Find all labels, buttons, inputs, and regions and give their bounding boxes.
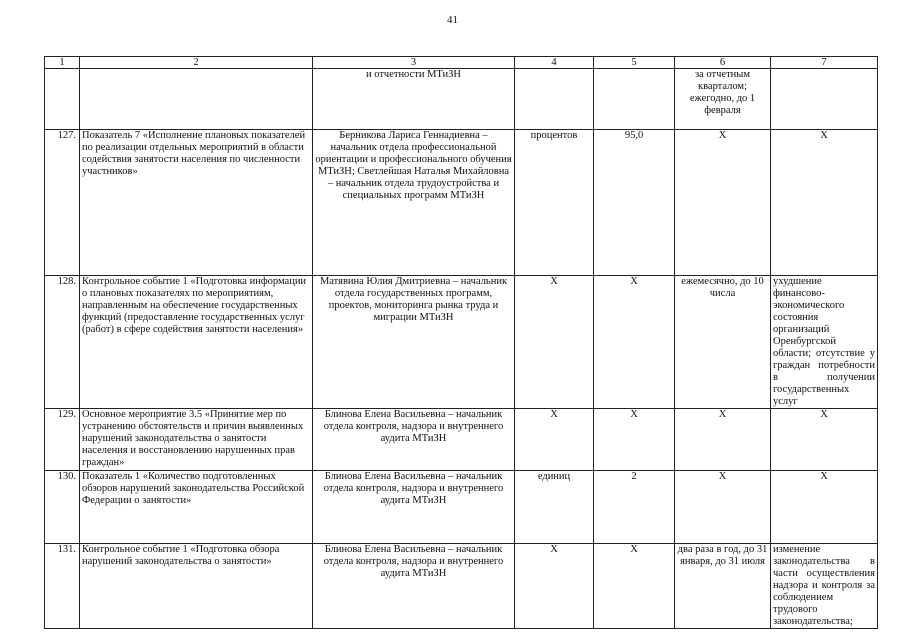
responsible-person: Блинова Елена Васильевна – начальник отдела контроля, надзора и внутреннего аудита МТиЗН <box>313 409 515 471</box>
deadline: X <box>675 471 771 544</box>
column-number: 4 <box>515 57 594 69</box>
row-number: 129. <box>45 409 80 471</box>
risk-description: изменение законодательства в части осуществления надзора и контроля за соблюдением трудового законодательства; <box>771 544 878 629</box>
item-name: Контрольное событие 1 «Подготовка информации о плановых показателях по мероприятиям, направленным на обеспечение государственных функций (предоставление государственных услуг (работ) в сфере содействия занятости населения» <box>80 276 313 409</box>
unit-of-measure: X <box>515 544 594 629</box>
row-number: 128. <box>45 276 80 409</box>
item-name <box>80 69 313 130</box>
deadline: ежемесячно, до 10 числа <box>675 276 771 409</box>
row-number: 127. <box>45 130 80 276</box>
column-number: 7 <box>771 57 878 69</box>
table-row <box>45 409 878 471</box>
target-value: X <box>594 409 675 471</box>
responsible-person: Матявина Юлия Дмитриевна – начальник отдела государственных программ, проектов, мониторинга рынка труда и миграции МТиЗН <box>313 276 515 409</box>
responsible-person: Блинова Елена Васильевна – начальник отдела контроля, надзора и внутреннего аудита МТиЗН <box>313 471 515 544</box>
risk-description: ухудшение финансово-экономического состояния организаций Оренбургской области; отсутствие у граждан потребности в получении государственных услуг <box>771 276 878 409</box>
plan-table <box>44 56 878 629</box>
risk-description: X <box>771 409 878 471</box>
target-value: X <box>594 276 675 409</box>
column-number-row <box>45 57 878 69</box>
target-value: 95,0 <box>594 130 675 276</box>
column-number: 2 <box>80 57 313 69</box>
risk-description <box>771 69 878 130</box>
item-name: Контрольное событие 1 «Подготовка обзора нарушений законодательства о занятости» <box>80 544 313 629</box>
deadline: за отчетным кварталом; ежегодно, до 1 февраля <box>675 69 771 130</box>
target-value <box>594 69 675 130</box>
unit-of-measure: единиц <box>515 471 594 544</box>
item-name: Основное мероприятие 3.5 «Принятие мер по устранению обстоятельств и причин выявленных нарушений законодательства о занятости населения и восстановлению нарушенных прав граждан» <box>80 409 313 471</box>
responsible-person: Блинова Елена Васильевна – начальник отдела контроля, надзора и внутреннего аудита МТиЗН <box>313 544 515 629</box>
deadline: X <box>675 409 771 471</box>
table-row <box>45 130 878 276</box>
row-number <box>45 69 80 130</box>
target-value: 2 <box>594 471 675 544</box>
table-row <box>45 276 878 409</box>
deadline: X <box>675 130 771 276</box>
item-name: Показатель 1 «Количество подготовленных обзоров нарушений законодательства Российской Федерации о занятости» <box>80 471 313 544</box>
table-row <box>45 69 878 130</box>
column-number: 5 <box>594 57 675 69</box>
row-number: 130. <box>45 471 80 544</box>
table-row <box>45 471 878 544</box>
risk-description: X <box>771 130 878 276</box>
unit-of-measure: процентов <box>515 130 594 276</box>
unit-of-measure: X <box>515 409 594 471</box>
column-number: 1 <box>45 57 80 69</box>
unit-of-measure <box>515 69 594 130</box>
responsible-person: и отчетности МТиЗН <box>313 69 515 130</box>
column-number: 6 <box>675 57 771 69</box>
deadline: два раза в год, до 31 января, до 31 июля <box>675 544 771 629</box>
target-value: X <box>594 544 675 629</box>
responsible-person: Берникова Лариса Геннадиевна – начальник отдела профессиональной ориентации и профессионального обучения МТиЗН; Светлейшая Наталья Михайловна – начальник отдела трудоустройства и специальных программ МТиЗН <box>313 130 515 276</box>
unit-of-measure: X <box>515 276 594 409</box>
row-number: 131. <box>45 544 80 629</box>
page-number: 41 <box>447 14 458 26</box>
column-number: 3 <box>313 57 515 69</box>
item-name: Показатель 7 «Исполнение плановых показателей по реализации отдельных мероприятий в области содействия занятости населения по численности участников» <box>80 130 313 276</box>
risk-description: X <box>771 471 878 544</box>
table-row <box>45 544 878 629</box>
